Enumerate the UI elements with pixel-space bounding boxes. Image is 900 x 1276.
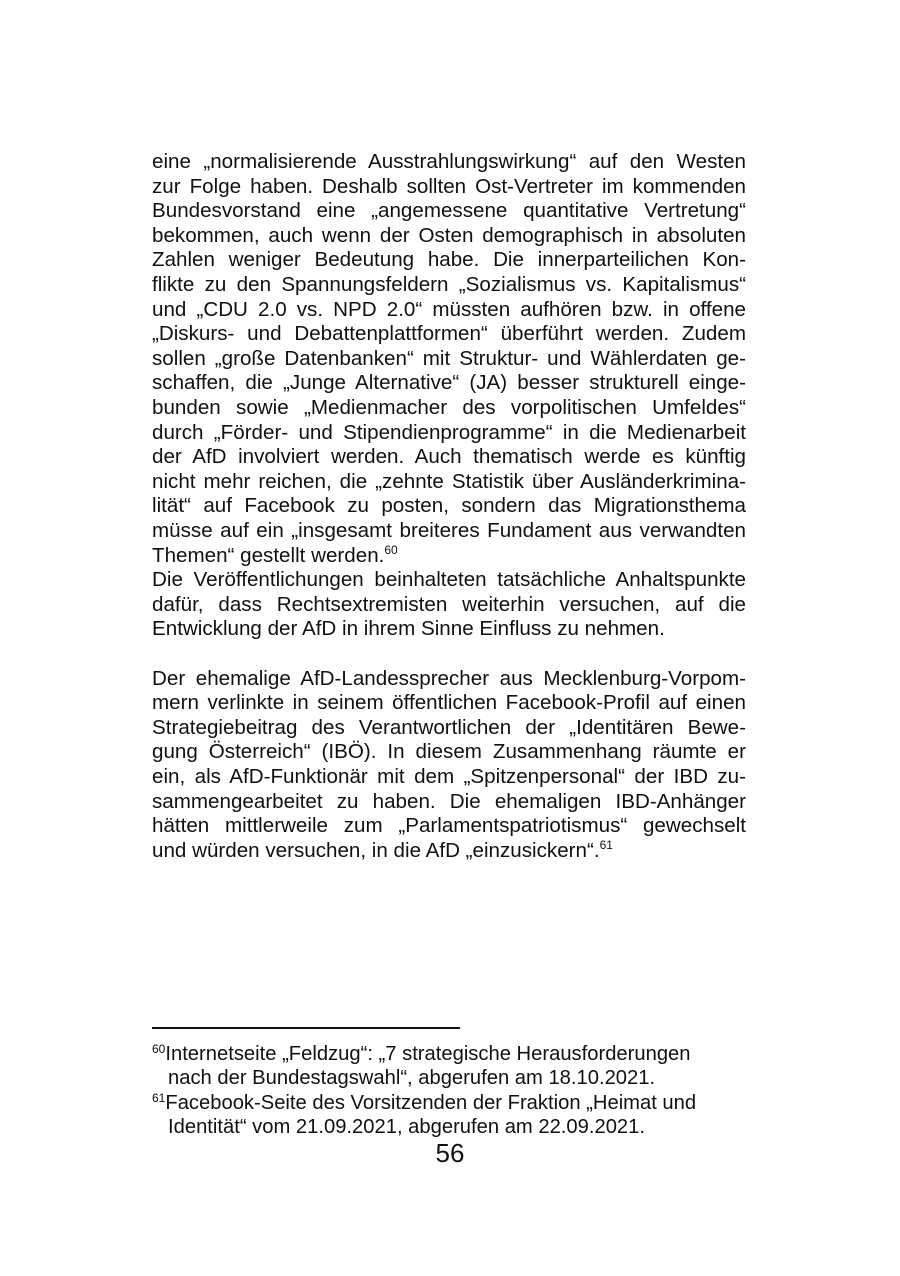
text-line: schaffen, die „Junge Alternative“ (JA) besser strukturell einge- [152, 371, 746, 395]
footnote-61 [152, 1091, 696, 1115]
text-line: der AfD involviert werden. Auch thematisch werde es künftig [152, 445, 746, 469]
text-line: durch „Förder- und Stipendienprogramme“ in die Medienarbeit [152, 420, 746, 444]
text-line-content: und würden versuchen, in die AfD „einzusickern“. [152, 838, 600, 862]
text-line: sollen „große Datenbanken“ mit Struktur- und Wählerdaten ge- [152, 346, 746, 370]
text-line: zur Folge haben. Deshalb sollten Ost-Vertreter im kommenden [152, 174, 746, 198]
footnote-reference-61[interactable]: 61 [599, 837, 613, 852]
footnote-60 [152, 1042, 691, 1066]
text-line: flikte zu den Spannungsfeldern „Sozialismus vs. Kapitalismus“ [152, 273, 746, 296]
text-line: mern verlinkte in seinem öffentlichen Facebook-Profil auf einen [152, 691, 746, 715]
text-line: hätten mittlerweile zum „Parlamentspatriotismus“ gewechselt [152, 814, 746, 838]
footnote-61-continued: Identität“ vom 21.09.2021, abgerufen am 22.09.2021. [168, 1116, 645, 1138]
text-line: nicht mehr reichen, die „zehnte Statistik über Ausländerkrimina- [152, 469, 746, 493]
footnote-divider [152, 1027, 460, 1029]
text-line: dafür, dass Rechtsextremisten weiterhin versuchen, auf die [152, 592, 746, 616]
text-line [152, 544, 746, 569]
footnote-60-continued: nach der Bundestagswahl“, abgerufen am 18.10.2021. [168, 1067, 656, 1089]
text-line: ein, als AfD-Funktionär mit dem „Spitzenpersonal“ der IBD zu- [152, 765, 746, 788]
text-line: bekommen, auch wenn der Osten demographisch in absoluten [152, 223, 746, 247]
text-line: gung Österreich“ (IBÖ). In diesem Zusammenhang räumte er [152, 740, 746, 764]
text-line: „Diskurs- und Debattenplattformen“ überführt werden. Zudem [152, 322, 746, 346]
footnote-reference-60[interactable]: 60 [384, 542, 398, 557]
text-line: sammengearbeitet zu haben. Die ehemaligen IBD-Anhänger [152, 789, 746, 813]
footnote-number: 60 [152, 1042, 166, 1056]
text-line: Zahlen weniger Bedeutung habe. Die innerparteilichen Kon- [152, 248, 746, 272]
text-line: lität“ auf Facebook zu posten, sondern das Migrationsthema [152, 494, 746, 518]
text-line: und „CDU 2.0 vs. NPD 2.0“ müssten aufhören bzw. in offene [152, 297, 746, 321]
footnote-text: Facebook-Seite des Vorsitzenden der Fraktion „Heimat und [165, 1092, 697, 1114]
text-line: Bundesvorstand eine „angemessene quantitative Vertretung“ [152, 199, 746, 223]
text-line-content: Themen“ gestellt werden. [152, 543, 385, 567]
footnote-text: Internetseite „Feldzug“: „7 strategische Herausforderungen [165, 1043, 691, 1065]
text-line: Strategiebeitrag des Verantwortlichen der „Identitären Bewe- [152, 715, 746, 739]
text-line: eine „normalisierende Ausstrahlungswirkung“ auf den Westen [152, 150, 746, 173]
text-line: Der ehemalige AfD-Landessprecher aus Mecklenburg-Vorpom- [152, 666, 746, 690]
text-line [152, 839, 746, 864]
text-line: bunden sowie „Medienmacher des vorpolitischen Umfeldes“ [152, 396, 746, 419]
text-line: müsse auf ein „insgesamt breiteres Fundament aus verwandten [152, 519, 746, 542]
text-line: Entwicklung der AfD in ihrem Sinne Einfluss zu nehmen. [152, 617, 665, 641]
text-line: Die Veröffentlichungen beinhalteten tatsächliche Anhaltspunkte [152, 568, 746, 592]
footnote-number: 61 [152, 1091, 166, 1105]
page-number: 56 [435, 1138, 465, 1168]
